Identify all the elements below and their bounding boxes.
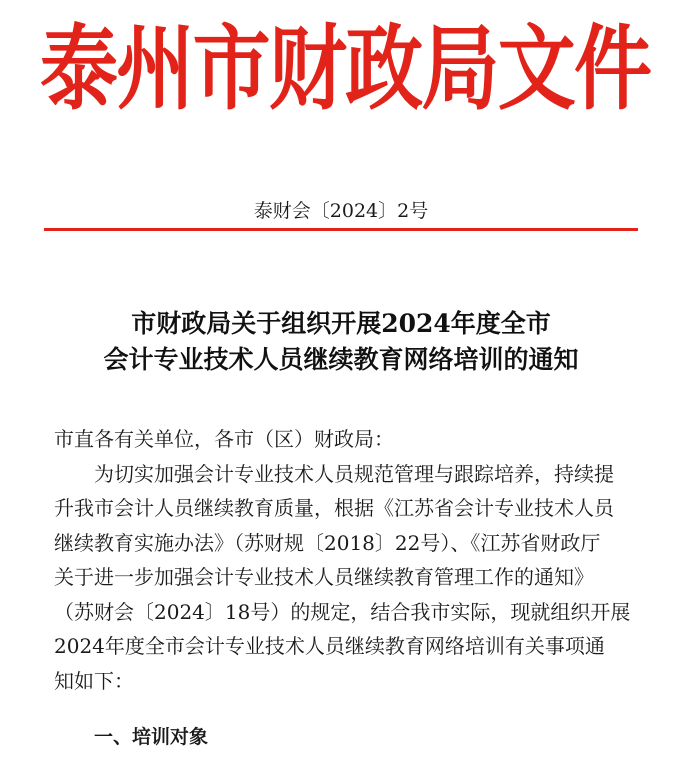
section-heading: 一、培训对象 <box>94 726 209 748</box>
paragraph-line: 关于进一步加强会计专业技术人员继续教育管理工作的通知》 <box>54 565 594 589</box>
masthead-char: 局 <box>421 16 500 124</box>
masthead-char: 市 <box>192 16 271 124</box>
paragraph-line: 为切实加强会计专业技术人员规范管理与跟踪培养，持续提 <box>94 461 614 486</box>
masthead-char: 文 <box>497 16 576 124</box>
title-line: 会计专业技术人员继续教育网络培训的通知 <box>103 345 579 374</box>
paragraph-line: 2024年度全市会计专业技术人员继续教育网络培训有关事项通 <box>54 634 605 658</box>
document-number: 泰财会〔2024〕2号 <box>253 200 429 222</box>
body-paragraph <box>54 457 644 699</box>
paragraph-line: 继续教育实施办法》（苏财规〔2018〕22号）、《江苏省财政厅 <box>54 530 601 555</box>
salutation: 市直各有关单位，各市（区）财政局： <box>54 427 394 451</box>
masthead-char: 泰 <box>40 16 119 124</box>
paragraph-line: 升我市会计人员继续教育质量，根据《江苏省会计专业技术人员 <box>54 496 614 520</box>
red-divider-rule <box>44 228 638 231</box>
document-title <box>0 306 682 378</box>
masthead-char: 政 <box>345 16 424 124</box>
document-body <box>54 422 644 698</box>
title-line: 市财政局关于组织开展2024年度全市 <box>131 309 551 338</box>
paragraph-line: 知如下： <box>54 668 134 693</box>
masthead-char: 州 <box>116 16 195 124</box>
document-masthead <box>40 16 652 124</box>
paragraph-line: （苏财会〔2024〕18号）的规定，结合我市实际，现就组织开展 <box>54 599 631 624</box>
masthead-char: 财 <box>268 16 347 124</box>
masthead-char: 件 <box>573 16 652 124</box>
